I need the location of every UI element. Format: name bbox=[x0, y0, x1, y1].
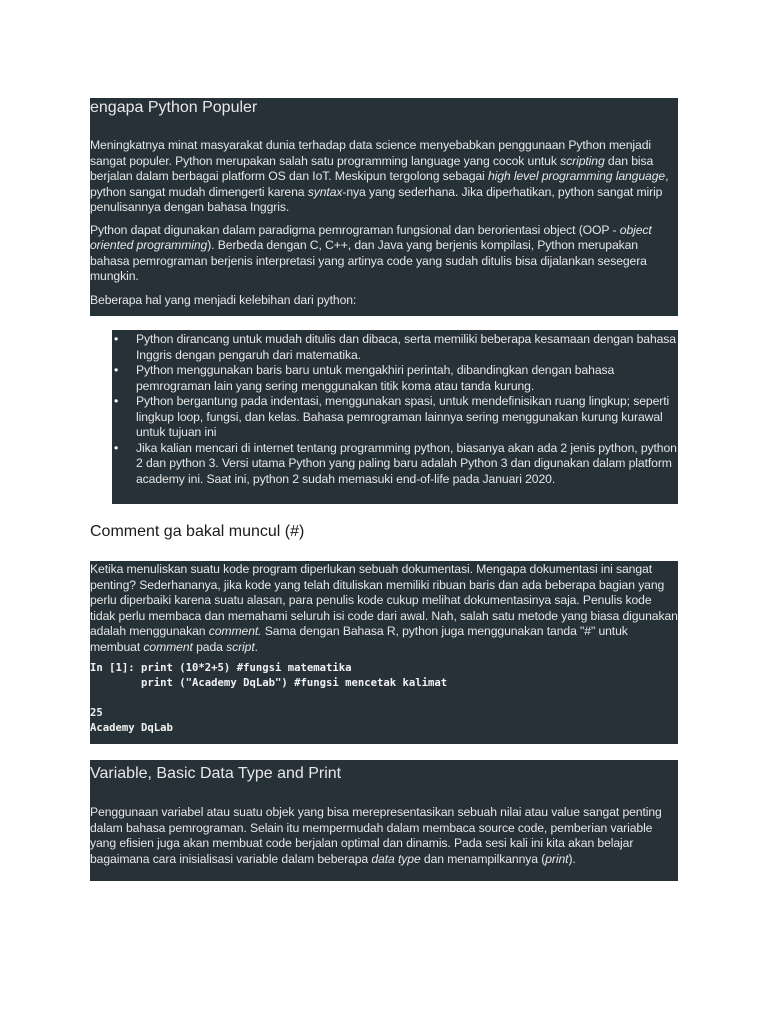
code-input: In [1]: print (10*2+5) #fungsi matematika print ("Academy DqLab") #fungsi mencetak kalimat bbox=[90, 662, 448, 689]
section-comment bbox=[90, 561, 678, 744]
emphasis-text: print bbox=[545, 851, 569, 866]
emphasis-text: script bbox=[226, 639, 255, 654]
paragraph: Meningkatnya minat masyarakat dunia terhadap data science menyebabkan penggunaan Python menjadi sangat populer. Python merupakan salah satu programming language yang cocok untuk scripting dan bisa berjalan dalam berbagai platform OS dan IoT. Meskipun tergolong sebagai high level programming language, python sangat mudah dimengerti karena syntax-nya yang sederhana. Jika diperhatikan, python sangat mirip penulisannya dengan bahasa Inggris. bbox=[90, 138, 669, 214]
code-output: 25 Academy DqLab bbox=[90, 707, 173, 734]
section-title-comment: Comment ga bakal muncul (#) bbox=[90, 523, 305, 540]
paragraph: Python dapat digunakan dalam paradigma pemrograman fungsional dan berorientasi object (OOP - object oriented programming). Berbeda dengan C, C++, dan Java yang berjenis kompilasi, Python merupakan bahasa pemrograman berjenis interpretasi yang artinya code yang sudah ditulis bisa dijalankan sesegera mungkin. bbox=[90, 222, 652, 283]
emphasis-text: syntax bbox=[307, 184, 343, 199]
list-item: • Python bergantung pada indentasi, menggunakan spasi, untuk mendefinisikan ruang lingkup; seperti lingkup loop, fungsi, dan kelas. Bahasa pemrograman lainnya sering menggunakan kurung kurawal untuk tujuan ini bbox=[136, 394, 678, 441]
list-item: • Python menggunakan baris baru untuk mengakhiri perintah, dibandingkan dengan bahasa pemrograman lain yang sering menggunakan titik koma atau tanda kurung. bbox=[136, 363, 678, 394]
emphasis-text: high level programming language bbox=[487, 169, 666, 183]
paragraph: Beberapa hal yang menjadi kelebihan dari python: bbox=[90, 292, 357, 307]
paragraph: Penggunaan variabel atau suatu objek yang bisa merepresentasikan sebuah nilai atau value sangat penting dalam bahasa pemrograman. Selain itu mempermudah dalam membaca source code, pemberian variable yang efisien juga akan membuat code berjalan optimal dan dinamis. Pada sesi kali ini kita akan belajar bagaimana cara inisialisasi variable dalam beberapa data type dan menampilkannya (print). bbox=[90, 805, 662, 866]
section-title: engapa Python Populer bbox=[90, 99, 258, 116]
section-python-populer bbox=[90, 98, 678, 316]
section-title: Variable, Basic Data Type and Print bbox=[90, 765, 342, 782]
emphasis-text: comment bbox=[143, 639, 193, 654]
emphasis-text: comment. bbox=[208, 624, 262, 638]
section-variable bbox=[90, 760, 678, 881]
advantages-list-block bbox=[112, 330, 678, 504]
emphasis-text: object oriented programming bbox=[90, 222, 652, 252]
emphasis-text: scripting bbox=[560, 153, 605, 168]
advantages-list bbox=[112, 332, 678, 487]
emphasis-text: data type bbox=[371, 851, 421, 866]
list-item: • Jika kalian mencari di internet tentang programming python, biasanya akan ada 2 jenis python, python 2 dan python 3. Versi utama Python yang paling baru adalah Python 3 dan digunakan dalam platform academy ini. Saat ini, python 2 sudah memasuki end-of-life pada Januari 2020. bbox=[136, 441, 678, 488]
paragraph: Ketika menuliskan suatu kode program diperlukan sebuah dokumentasi. Mengapa dokumentasi ini sangat penting? Sederhananya, jika kode yang telah dituliskan memiliki ribuan baris dan ada beberapa bagian yang perlu diperbaiki karena suatu alasan, para penulis kode cukup melihat dokumentasinya saja. Penulis kode tidak perlu membaca dan memahami seluruh isi code dari awal. Nah, salah satu metode yang biasa digunakan adalah menggunakan comment. Sama dengan Bahasa R, python juga menggunakan tanda "#" untuk membuat comment pada script. bbox=[90, 562, 678, 654]
list-item: • Python dirancang untuk mudah ditulis dan dibaca, serta memiliki beberapa kesamaan dengan bahasa Inggris dengan pengaruh dari matematika. bbox=[136, 332, 678, 363]
